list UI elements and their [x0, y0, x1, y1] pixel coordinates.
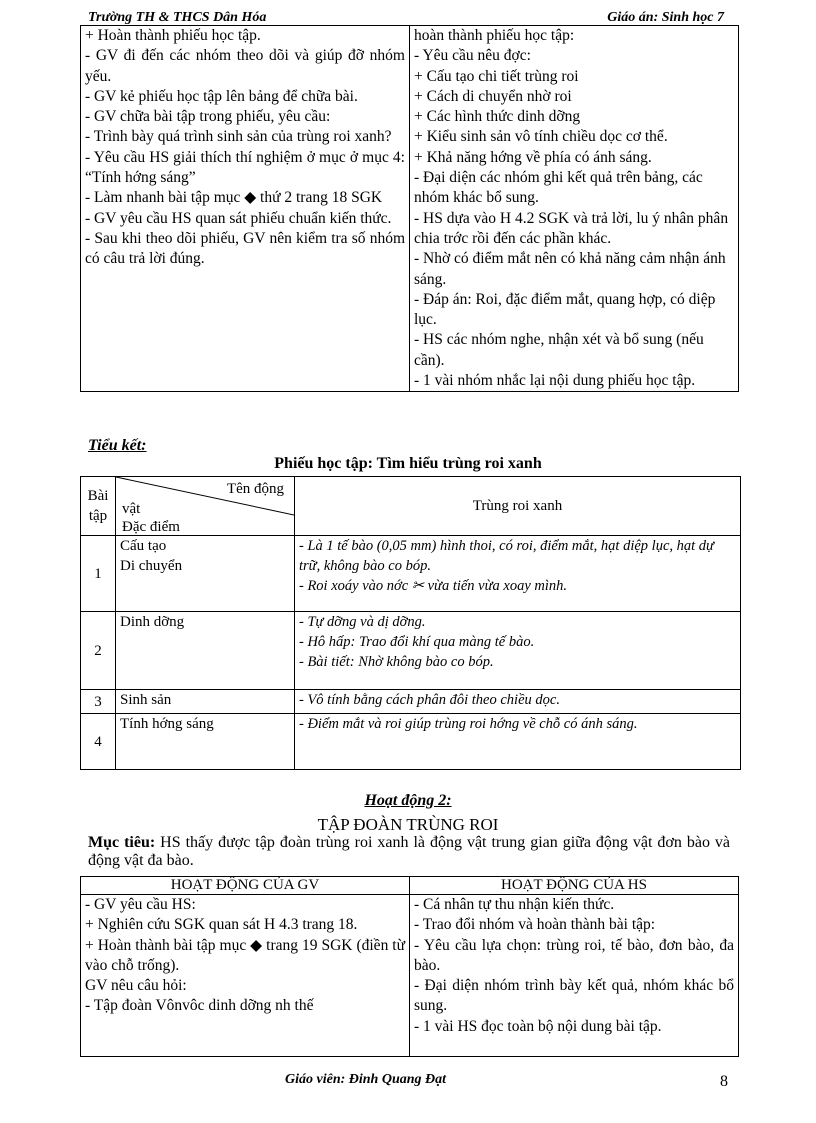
animal-name-header-2: vật — [122, 501, 141, 517]
desc-line: - Bài tiết: Nhờ không bào co bóp. — [299, 654, 494, 670]
lesson-subject: Giáo án: Sinh học 7 — [607, 10, 724, 25]
feature-cell — [116, 536, 295, 612]
feature-line: Di chuyển — [120, 558, 183, 574]
hs-line: - Nhờ có điểm mắt nên có khả năng cảm nhận ánh sáng. — [414, 250, 726, 288]
hs-line: - 1 vài nhóm nhắc lại nội dung phiếu học tập. — [414, 372, 696, 390]
hs-line: + Các hình thức dinh dỡng — [414, 108, 581, 126]
gv-line: - Sau khi theo dõi phiếu, GV nên kiểm tra số nhóm có câu trả lời đúng. — [85, 229, 405, 268]
teacher-activity-cell — [81, 26, 410, 392]
description-cell — [295, 536, 741, 612]
hs-line: + Cách di chuyển nhờ roi — [414, 87, 572, 105]
goal-text: HS thấy được tập đoàn trùng roi xanh là động vật trung gian giữa động vật đơn bào và động vật đa bào. — [88, 834, 731, 869]
hs-line: + Kiểu sinh sản vô tính chiều dọc cơ thể. — [414, 128, 668, 146]
hs-line: - 1 vài HS đọc toàn bộ nội dung bài tập. — [414, 1017, 662, 1035]
gv-column-header: HOẠT ĐỘNG CỦA GV — [81, 877, 410, 895]
feature-line: Sinh sản — [120, 692, 172, 708]
hs-line: + Khả năng hớng về phía có ánh sáng. — [414, 148, 652, 166]
exercise-header: Bài tập — [81, 477, 116, 536]
teacher-name: Giáo viên: Đinh Quang Đạt — [285, 1072, 447, 1087]
hs-line: - HS các nhóm nghe, nhận xét và bổ sung (nếu cần). — [414, 331, 704, 369]
feature-line: Cấu tạo — [120, 538, 167, 554]
teacher-activity-cell — [81, 895, 410, 1057]
description-cell — [295, 690, 741, 714]
goal-paragraph — [88, 834, 730, 870]
desc-line: - Roi xoáy vào nớc ✂ vừa tiến vừa xoay mình. — [299, 578, 568, 594]
feature-cell — [116, 714, 295, 770]
desc-line: - Điểm mắt và roi giúp trùng roi hớng về chỗ có ánh sáng. — [299, 716, 638, 732]
worksheet-table — [80, 476, 741, 770]
gv-line: - GV yêu cầu HS quan sát phiếu chuẩn kiến thức. — [85, 209, 392, 227]
animal-name-header: Tên động — [226, 481, 284, 497]
school-name: Trường TH & THCS Dân Hóa — [88, 10, 267, 25]
gv-line: - Yêu cầu HS giải thích thí nghiệm ở mục ở mục 4: “Tính hớng sáng” — [85, 148, 405, 187]
feature-line: Tính hớng sáng — [120, 716, 214, 732]
hs-line: - HS dựa vào H 4.2 SGK và trả lời, lu ý nhân phân chia trớc rồi đến các phần khác. — [414, 209, 729, 247]
desc-line: - Vô tính bằng cách phân đôi theo chiều dọc. — [299, 692, 560, 708]
gv-line: - Trình bày quá trình sinh sản của trùng roi xanh? — [85, 128, 392, 146]
activity-table-1 — [80, 25, 739, 392]
gv-line: - Tập đoàn Vônvôc dinh dỡng nh thế — [85, 997, 314, 1015]
diagonal-header — [116, 477, 295, 536]
summary-label: Tiểu kết: — [88, 437, 147, 454]
hs-line: - Trao đổi nhóm và hoàn thành bài tập: — [414, 916, 656, 934]
gv-line: + Hoàn thành phiếu học tập. — [85, 27, 261, 44]
goal-label: Mục tiêu: — [88, 834, 156, 851]
desc-line: - Hô hấp: Trao đổi khí qua màng tế bào. — [299, 634, 535, 650]
worksheet-title: Phiếu học tập: Tìm hiểu trùng roi xanh — [274, 455, 542, 472]
hs-line: - Đại diện nhóm trình bày kết quả, nhóm khác bổ sung. — [414, 977, 734, 1015]
feature-cell — [116, 612, 295, 690]
hs-line: - Đáp án: Roi, đặc điểm mắt, quang hợp, có diệp lục. — [414, 290, 716, 329]
gv-line: - Làm nhanh bài tập mục ◆ thứ 2 trang 18 SGK — [85, 189, 383, 207]
hs-line: - Yêu cầu lựa chọn: trùng roi, tế bào, đơn bào, đa bào. — [414, 936, 734, 974]
row-number: 2 — [81, 612, 116, 690]
gv-line: GV nêu câu hỏi: — [85, 977, 187, 995]
gv-line: + Hoàn thành bài tập mục ◆ trang 19 SGK (điền từ vào chỗ trống). — [85, 936, 405, 974]
student-activity-cell — [410, 26, 739, 392]
gv-line: - GV chữa bài tập trong phiếu, yêu cầu: — [85, 108, 331, 126]
activity-table-2 — [80, 876, 739, 1057]
species-header: Trùng roi xanh — [295, 477, 741, 536]
gv-line: + Nghiên cứu SGK quan sát H 4.3 trang 18. — [85, 916, 358, 934]
hs-line: - Đại diện các nhóm ghi kết quả trên bảng, các nhóm khác bổ sung. — [414, 169, 703, 207]
desc-line: - Tự dỡng và dị dỡng. — [299, 614, 426, 630]
row-number: 4 — [81, 714, 116, 770]
row-number: 3 — [81, 690, 116, 714]
student-activity-cell — [410, 895, 739, 1057]
feature-line: Dinh dỡng — [120, 614, 185, 630]
row-number: 1 — [81, 536, 116, 612]
hs-line: - Yêu cầu nêu đợc: — [414, 47, 531, 65]
activity-title: TẬP ĐOÀN TRÙNG ROI — [317, 815, 499, 834]
gv-line: - GV kẻ phiếu học tập lên bảng để chữa bài. — [85, 87, 358, 105]
hs-line: - Cá nhân tự thu nhận kiến thức. — [414, 896, 615, 913]
desc-line: - Là 1 tế bào (0,05 mm) hình thoi, có roi, điểm mắt, hạt diệp lục, hạt dự trữ, không bào co bóp. — [299, 538, 714, 574]
gv-line: - GV yêu cầu HS: — [85, 896, 196, 913]
description-cell — [295, 714, 741, 770]
feature-cell — [116, 690, 295, 714]
hs-column-header: HOẠT ĐỘNG CỦA HS — [410, 877, 739, 895]
activity-heading: Hoạt động 2: — [364, 792, 452, 809]
hs-line: hoàn thành phiếu học tập: — [414, 27, 575, 44]
gv-line: - GV đi đến các nhóm theo dõi và giúp đỡ nhóm yếu. — [85, 47, 405, 85]
feature-header: Đặc điểm — [122, 519, 180, 535]
page-number: 8 — [720, 1073, 728, 1090]
hs-line: + Cấu tạo chi tiết trùng roi — [414, 67, 579, 85]
description-cell — [295, 612, 741, 690]
